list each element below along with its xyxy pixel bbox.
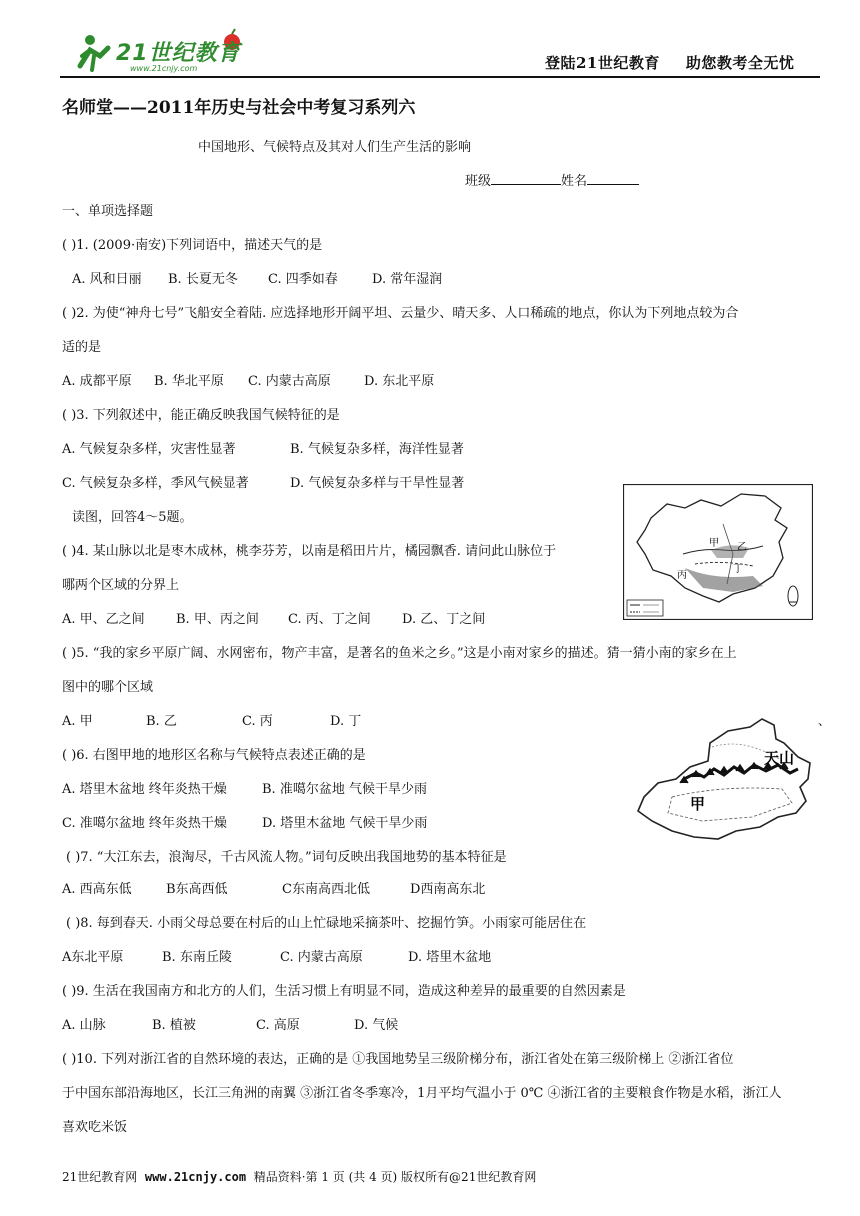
question-5-line-1: ( )5. “我的家乡平原广阔、水网密布，物产丰富，是著名的鱼米之乡。”这是小南对家乡的描述。猜一猜小南的家乡在上 — [62, 646, 737, 661]
question-2-options — [62, 372, 822, 392]
question-5-line-2: 图中的哪个区域 — [62, 680, 154, 695]
page-subtitle: 中国地形、气候特点及其对人们生产生活的影响 — [198, 140, 472, 155]
option: D. 塔里木盆地 — [408, 950, 492, 965]
question-7: ( )7. “大江东去，浪淘尽，千古风流人物。”词句反映出我国地势的基本特征是 — [66, 850, 507, 865]
option: C. 丙 — [242, 714, 273, 729]
option: A. 西高东低 — [62, 882, 132, 897]
map-label-jia: 甲 — [709, 538, 719, 549]
runner-icon — [80, 35, 108, 70]
option: A. 甲 — [62, 714, 93, 729]
option: A. 甲、乙之间 — [62, 612, 145, 627]
logo-url: www.21cnjy.com — [130, 64, 198, 73]
class-name-field — [465, 170, 639, 189]
question-3-options-ab — [62, 440, 822, 460]
option: B. 东南丘陵 — [162, 950, 232, 965]
footer-tail: 精品资料·第 1 页 (共 4 页) 版权所有@21世纪教育网 — [253, 1170, 537, 1184]
question-1-options — [72, 270, 832, 290]
map-label-jia-2: 甲 — [690, 795, 706, 813]
option: B. 甲、丙之间 — [176, 612, 259, 627]
option: C. 高原 — [256, 1018, 300, 1033]
question-3: ( )3. 下列叙述中，能正确反映我国气候特征的是 — [62, 408, 340, 423]
logo-text: 21世纪教育 — [116, 41, 241, 66]
page-title: 名师堂——2011年历史与社会中考复习系列六 — [62, 98, 416, 118]
question-7-options — [62, 880, 822, 900]
option: A. 成都平原 — [62, 374, 132, 389]
section-heading: 一、单项选择题 — [62, 204, 154, 219]
question-2-line-2: 适的是 — [62, 340, 102, 355]
name-blank[interactable] — [587, 184, 639, 185]
option: B. 准噶尔盆地 气候干旱少雨 — [262, 782, 427, 797]
question-4-line-2: 哪两个区域的分界上 — [62, 578, 180, 593]
question-4-line-1: ( )4. 某山脉以北是枣木成林，桃李芬芳，以南是稻田片片，橘园飘香. 请问此山脉位于 — [62, 544, 557, 559]
option: B. 气候复杂多样，海洋性显著 — [290, 442, 464, 457]
option: B. 华北平原 — [154, 374, 224, 389]
option: A. 气候复杂多样，灾害性显著 — [62, 442, 236, 457]
question-8: ( )8. 每到春天. 小雨父母总要在村后的山上忙碌地采摘茶叶、挖掘竹笋。小雨家可能居住在 — [66, 916, 587, 931]
option: C. 准噶尔盆地 终年炎热干燥 — [62, 816, 227, 831]
map-label-ding: 丁 — [733, 564, 743, 575]
question-9-options — [62, 1016, 822, 1036]
option: C. 气候复杂多样，季风气候显著 — [62, 476, 249, 491]
question-9: ( )9. 生活在我国南方和北方的人们，生活习惯上有明显不同，造成这种差异的最重要的自然因素是 — [62, 984, 626, 999]
question-1: ( )1. (2009·南安)下列词语中，描述天气的是 — [62, 238, 323, 253]
option: C. 丙、丁之间 — [288, 612, 371, 627]
class-blank[interactable] — [491, 184, 561, 185]
option: D. 气候复杂多样与干旱性显著 — [290, 476, 465, 491]
header-divider — [60, 76, 820, 78]
question-8-options — [62, 948, 822, 968]
question-10-line-1: ( )10. 下列对浙江省的自然环境的表达，正确的是 ①我国地势呈三级阶梯分布，浙江省处在第三级阶梯上 ②浙江省位 — [62, 1052, 734, 1067]
slogan-left: 登陆21世纪教育 — [545, 54, 660, 72]
header-slogan — [545, 52, 794, 73]
option: D西南高东北 — [410, 882, 486, 897]
question-10-line-2: 于中国东部沿海地区，长江三角洲的南翼 ③浙江省冬季寒冷，1月平均气温小于 0℃ ④浙江省的主要粮食作物是水稻，浙江人 — [62, 1086, 782, 1101]
option: A东北平原 — [62, 950, 124, 965]
option: A. 风和日丽 — [72, 272, 142, 287]
option: C. 内蒙古高原 — [280, 950, 363, 965]
option: D. 丁 — [330, 714, 362, 729]
question-2-line-1: ( )2. 为使“神舟七号”飞船安全着陆. 应选择地形开阔平坦、云量少、晴天多、人口稀疏的地点，你认为下列地点较为合 — [62, 306, 739, 321]
option: C. 四季如春 — [268, 272, 338, 287]
map-label-bing: 丙 — [677, 570, 687, 581]
footer-site: 21世纪教育网 — [62, 1170, 138, 1184]
option: D. 塔里木盆地 气候干旱少雨 — [262, 816, 428, 831]
option: B东高西低 — [166, 882, 228, 897]
class-label: 班级 — [465, 174, 492, 189]
footer-url[interactable]: www.21cnjy.com — [144, 1170, 247, 1184]
option: A. 塔里木盆地 终年炎热干燥 — [62, 782, 227, 797]
question-6-options-cd — [62, 814, 822, 834]
question-6: ( )6. 右图甲地的地形区名称与气候特点表述正确的是 — [62, 748, 366, 763]
option: B. 植被 — [152, 1018, 196, 1033]
map-label-yi: 乙 — [737, 542, 747, 553]
option: D. 气候 — [354, 1018, 399, 1033]
option: A. 山脉 — [62, 1018, 106, 1033]
option: D. 乙、丁之间 — [402, 612, 486, 627]
stray-mark: 、 — [818, 714, 831, 728]
option: B. 乙 — [146, 714, 177, 729]
option: C东南高西北低 — [282, 882, 370, 897]
option: D. 东北平原 — [364, 374, 435, 389]
map-label-tianshan: 天山 — [764, 749, 795, 767]
read-map-instruction: 读图，回答4～5题。 — [72, 510, 193, 525]
name-label: 姓名 — [561, 174, 588, 189]
option: B. 长夏无冬 — [168, 272, 238, 287]
question-6-options-ab — [62, 780, 822, 800]
question-10-line-3: 喜欢吃米饭 — [62, 1120, 128, 1135]
option: D. 常年湿润 — [372, 272, 443, 287]
question-4-options — [62, 610, 822, 630]
page-footer — [62, 1168, 536, 1185]
slogan-right: 助您教考全无忧 — [685, 54, 795, 72]
option: C. 内蒙古高原 — [248, 374, 331, 389]
site-logo — [72, 26, 252, 78]
